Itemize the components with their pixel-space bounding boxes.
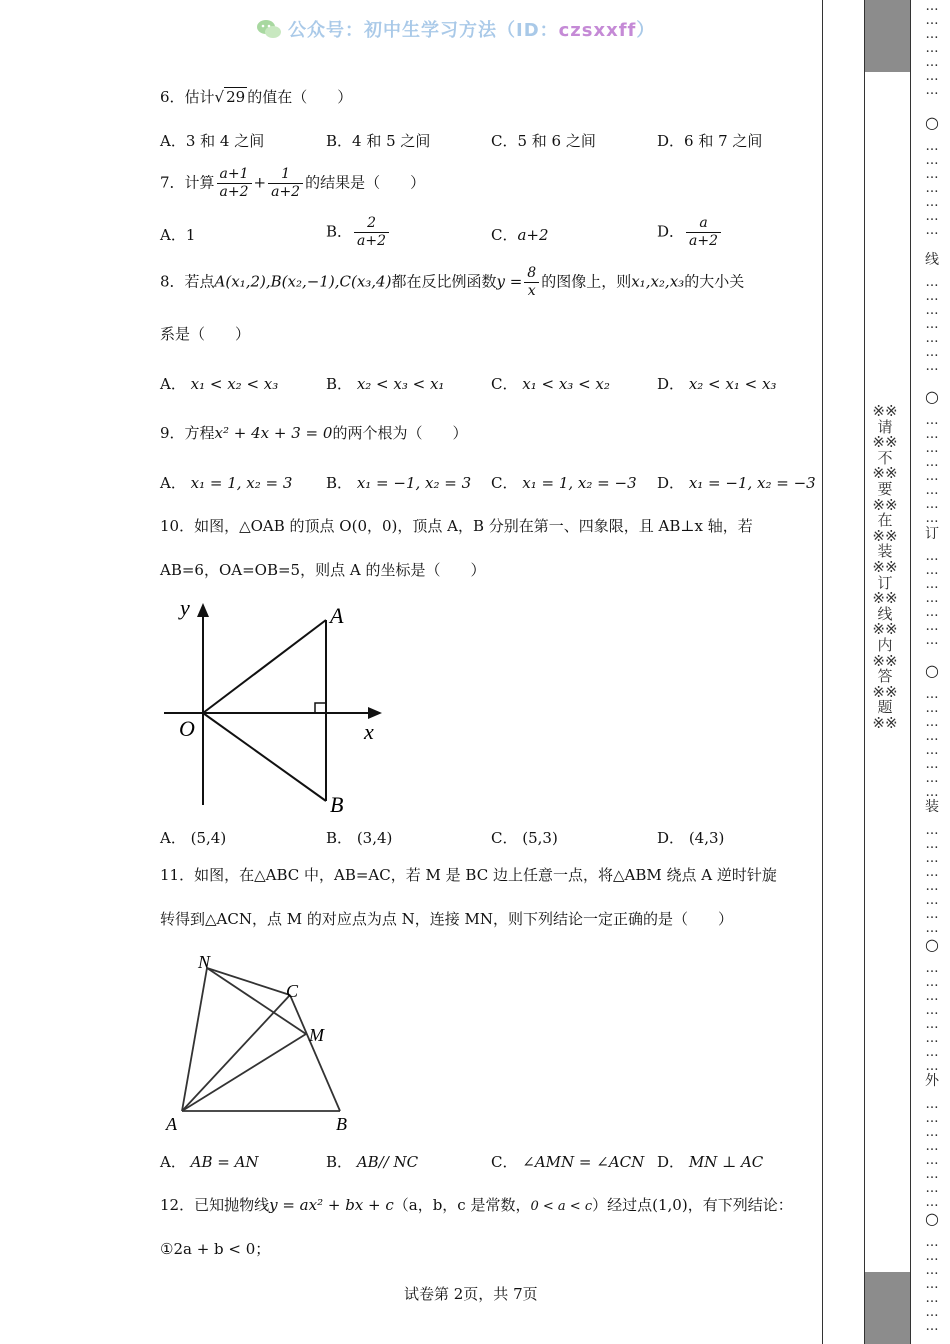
q6-stem: 6．估计√ 29 的值在（ ）	[160, 88, 353, 106]
label-wai: 外	[925, 1073, 939, 1089]
label-m: M	[309, 1025, 324, 1045]
segment-cb	[290, 995, 340, 1111]
q12-conclusion-1: ①2a + b < 0；	[160, 1240, 271, 1258]
q6-option-a: A．3 和 4 之间	[160, 132, 265, 150]
q8-option-a: A． x₁ < x₂ < x₃	[160, 375, 279, 393]
label-line: 线	[925, 252, 939, 268]
q10-stem-line2: AB=6，OA=OB=5，则点 A 的坐标是（ ）	[160, 561, 486, 579]
q8-option-b: B． x₂ < x₃ < x₁	[326, 375, 445, 393]
binding-dots-8: … … … … … … … …	[925, 961, 939, 1074]
margin-line-mid	[864, 0, 865, 1344]
q11-stem-line1: 11．如图，在△ABC 中，AB=AC，若 M 是 BC 边上任意一点，将△ABM 绕点 A 逆时针旋	[160, 866, 777, 884]
q9-stem: 9．方程x² + 4x + 3 = 0的两个根为（ ）	[160, 424, 468, 442]
q11-option-d: D． MN ⊥ AC	[657, 1153, 764, 1171]
segment-an	[182, 968, 207, 1111]
q7-option-b: B． $\frac{2}{a+2}$	[326, 215, 391, 250]
q8-option-d: D． x₂ < x₁ < x₃	[657, 375, 777, 393]
binding-dots-6: … … … … … … … …	[925, 687, 939, 800]
q7-option-d: D． $\frac{a}{a+2}$	[657, 215, 723, 250]
label-zhuang: 装	[925, 799, 939, 815]
binding-dots-5: … … … … … … …	[925, 549, 939, 648]
x-axis-arrow	[368, 707, 382, 719]
q11-figure	[160, 950, 360, 1136]
q10-stem-line1: 10．如图，△OAB 的顶点 O(0，0)，顶点 A，B 分别在第一、四象限，且 AB⊥x 轴，若	[160, 517, 753, 535]
margin-line-right	[910, 0, 911, 1344]
binding-dots-1: … … … … … … …	[925, 0, 939, 98]
binding-dots-9: … … … … … … … …	[925, 1097, 939, 1210]
q9-option-c: C． x₁ = 1, x₂ = −3	[491, 474, 637, 492]
segment-oa	[203, 620, 326, 713]
q7-option-c: C．a+2	[491, 226, 549, 244]
q7-option-a: A．1	[160, 226, 196, 244]
q10-option-b: B． (3,4)	[326, 829, 393, 847]
q9-option-d: D． x₁ = −1, x₂ = −3	[657, 474, 816, 492]
q8-stem-line2: 系是（ ）	[160, 325, 251, 343]
gray-block-bottom	[864, 1272, 910, 1344]
sqrt-symbol: √	[214, 88, 225, 106]
header-id: czsxxff	[558, 20, 637, 41]
segment-ob	[203, 713, 326, 801]
q6-option-d: D．6 和 7 之间	[657, 132, 763, 150]
q10-option-d: D． (4,3)	[657, 829, 725, 847]
q6-option-c: C．5 和 6 之间	[491, 132, 596, 150]
q11-option-a: A． AB = AN	[160, 1153, 259, 1171]
label-o: O	[179, 716, 195, 741]
q9-option-a: A． x₁ = 1, x₂ = 3	[160, 474, 293, 492]
margin-warning-text: ※※请※※不※※要※※在※※装※※订※※线※※内※※答※※题※※	[872, 402, 898, 732]
right-angle-mark	[315, 703, 326, 713]
label-b: B	[330, 792, 344, 817]
gray-block-top	[864, 0, 910, 72]
circle-mark-3: ○	[925, 661, 939, 680]
label-n: N	[198, 952, 211, 972]
watermark-header	[256, 16, 655, 42]
binding-dots-7: … … … … … … … …	[925, 823, 939, 936]
label-c: C	[286, 981, 299, 1001]
q11-stem-line2: 转得到△ACN，点 M 的对应点为点 N，连接 MN，则下列结论一定正确的是（ ）	[160, 910, 734, 928]
circle-mark-2: ○	[925, 387, 939, 406]
q6-option-b: B．4 和 5 之间	[326, 132, 431, 150]
q9-option-b: B． x₁ = −1, x₂ = 3	[326, 474, 472, 492]
y-axis-arrow	[197, 603, 209, 617]
label-a: A	[166, 1114, 177, 1134]
segment-nc	[207, 968, 290, 995]
q8-option-c: C． x₁ < x₃ < x₂	[491, 375, 610, 393]
q11-option-c: C． ∠AMN = ∠ACN	[491, 1153, 645, 1171]
q11-option-b: B． AB// NC	[326, 1153, 419, 1171]
q8-stem: 8．若点A(x₁,2),B(x₂,−1),C(x₃,4)都在反比例函数y = $\frac{8}{x}$ 的图像上，则x₁,x₂,x₃的大小关	[160, 265, 745, 299]
q10-option-c: C． (5,3)	[491, 829, 558, 847]
label-x: x	[364, 719, 374, 744]
page-footer: 试卷第 2页，共 7页	[404, 1285, 538, 1303]
segment-nm	[207, 968, 306, 1034]
circle-mark-4: ○	[925, 935, 939, 954]
binding-dots-3: … … … … … … …	[925, 275, 939, 374]
label-y: y	[180, 595, 190, 620]
margin-line-left	[822, 0, 823, 1344]
binding-dots-10: … … … … … … …	[925, 1235, 939, 1334]
wechat-icon	[256, 19, 282, 39]
header-suffix: ）	[636, 20, 656, 41]
label-a: A	[330, 603, 344, 628]
q10-option-a: A． (5,4)	[160, 829, 227, 847]
q7-stem: 7．计算 $\frac{a+1}{a+2}$ + $\frac{1}{a+2}$ 的结果是（ ）	[160, 166, 426, 200]
circle-mark-5: ○	[925, 1209, 939, 1228]
header-text: 公众号：初中生学习方法（ID：	[288, 20, 559, 41]
label-ding: 订	[925, 526, 939, 542]
label-b: B	[336, 1114, 347, 1134]
circle-mark-1: ○	[925, 113, 939, 132]
q10-figure	[160, 595, 390, 820]
binding-dots-2: … … … … … … …	[925, 139, 939, 238]
binding-dots-4: … … … … … … … …	[925, 413, 939, 526]
q12-stem: 12．已知抛物线y = ax² + bx + c（a，b，c 是常数，0 < a < c）经过点(1,0)，有下列结论：	[160, 1196, 793, 1214]
